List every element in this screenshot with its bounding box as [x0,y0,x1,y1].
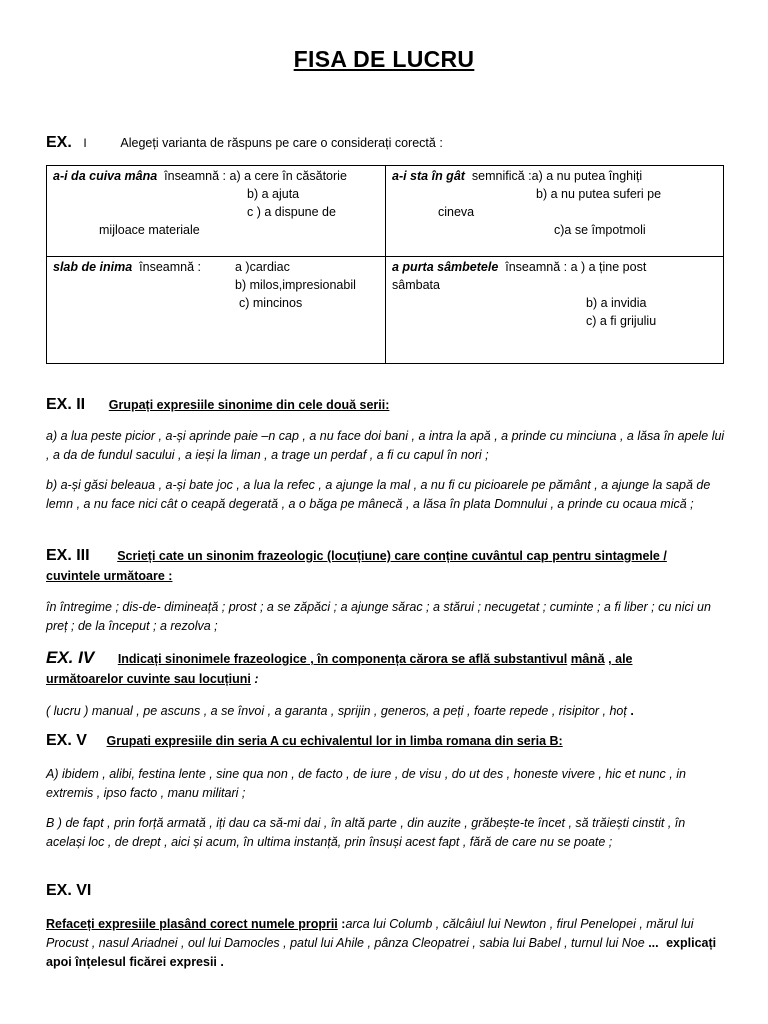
option-text: b) a ajuta [247,187,300,201]
exercise-4-keyword: mână [570,651,605,666]
cell-text: semnifică :a) a nu putea înghiți [471,169,643,183]
exercise-4-colon: : [254,672,259,686]
option-text: c ) a dispune de [247,205,336,219]
exercise-4-label: EX. IV [46,648,95,667]
exercise-6-header [46,882,91,900]
exercise-2-instruction: Grupați expresiile sinonime din cele două serii: [108,398,390,412]
option-text: a )cardiac [235,260,290,274]
term-label: a-i sta în gât [392,169,465,183]
cell-text: înseamnă : a ) a ține post [505,260,647,274]
exercise-6-instruction: Refaceți expresiile plasând corect numele proprii [46,917,338,931]
exercise-6-colon: : [341,917,346,931]
cell-text: înseamnă : a) a cere în căsătorie [164,169,347,183]
table-cell [386,166,724,257]
exercise-2-label: EX. II [46,396,86,413]
exercise-1-label: EX. [46,134,72,151]
exercise-2-header [46,396,389,414]
table-cell [386,257,724,364]
exercise-4-items [46,702,726,721]
page-title: FISA DE LUCRU [293,46,475,72]
exercise-3-header [46,546,726,586]
exercise-3-label: EX. III [46,547,90,564]
option-text: sâmbata [392,278,440,292]
option-text: b) milos,impresionabil [235,278,356,292]
option-text: b) a invidia [586,296,647,310]
term-label: a purta sâmbetele [392,260,499,274]
exercise-4-list: ( lucru ) manual , pe ascuns , a se învoi , a garanta , sprijin , generos, a peți , foarte repede , risipitor , hoț [46,704,627,718]
option-text: c)a se împotmoli [554,223,646,237]
option-text: c) a fi grijuliu [586,314,657,328]
exercise-6-list: arca lui Columb , călcâiul lui Newton , firul Penelopei , mărul lui Procust , nasul Ariadnei , oul lui Damocles , patul lui Ahile , pânza Cleopatrei , sabia lui Babel , turnul lui Noe [46,917,694,950]
exercise-3-instruction-cont: pentru sintagmele / [552,549,667,563]
exercise-1-table [46,165,724,364]
table-cell [47,257,386,364]
exercise-2-series-a: a) a lua peste picior , a-și aprinde paie –n cap , a nu face doi bani , a intra la apă , a prinde cu minciuna , a lăsa în apele lui , a da de fundul sacului , a ieși la liman , a trage un perdaf , a fi cu capul în nori ; [46,429,725,462]
option-text: cineva [438,205,475,219]
exercise-3-instruction-line2: cuvintele următoare : [46,569,173,583]
term-label: a-i da cuiva mâna [53,169,158,183]
exercise-6-text [46,915,726,972]
exercise-1-header [46,134,443,152]
exercise-6-ellipsis: ... [648,936,659,950]
exercise-4-instruction: Indicați sinonimele frazeologice , în componența cărora se află substantivul [117,652,568,666]
exercise-3-instruction: Scrieți cate un sinonim frazeologic (locuțiune) care conține cuvântul [117,549,523,563]
cell-text: înseamnă : [139,260,201,274]
exercise-4-end: . [630,704,634,718]
exercise-6-tail: explicați apoi înțelesul ficărei expresii . [46,936,717,969]
exercise-4-instruction-cont: , ale [608,652,633,666]
exercise-4-instruction-line2: următoarelor cuvinte sau locuțiuni [46,672,251,686]
exercise-3-keyword: cap [526,548,549,563]
exercise-5-header [46,732,563,750]
exercise-5-series-b: B ) de fapt , prin forță armată , iți dau ca să-mi dai , în altă parte , din auzite , grăbește-te încet , să trăiești cinstit , în același loc , de drept , aici și acum, în ultima instanță, prin însuși acest fapt , fără de care nu se poate ; [46,816,686,849]
exercise-5-instruction: Grupati expresiile din seria A cu echivalentul lor in limba romana din seria B: [106,734,563,748]
exercise-4-header [46,648,726,689]
exercise-1-number: I [83,136,87,150]
exercise-5-series-a: A) ibidem , alibi, festina lente , sine qua non , de facto , de iure , de visu , do ut des , honeste vivere , hic et nunc , in extremis , ipso facto , manu militari ; [46,767,686,800]
exercise-6-label: EX. VI [46,882,92,899]
option-text: mijloace materiale [99,223,200,237]
exercise-3-items: în întregime ; dis-de- dimineață ; prost ; a se zăpăci ; a ajunge sărac ; a stărui ; necugetat ; cuminte ; a fi liber ; cu nici un preț ; de la început ; a rezolva ; [46,600,711,633]
option-text: b) a nu putea suferi pe [536,187,662,201]
option-text: c) mincinos [239,296,303,310]
term-label: slab de inima [53,260,133,274]
exercise-2-series-b: b) a-și găsi beleaua , a-și bate joc , a lua la refec , a ajunge la mal , a nu fi cu picioarele pe pământ , a ajunge la sapă de lemn , a nu face nici cât o ceapă degerată , a o băga pe mânecă , a lăsa în plata Domnului , a prinde cu ocaua mică ; [46,478,711,511]
exercise-1-instruction: Alegeți varianta de răspuns pe care o considerați corectă : [120,136,443,150]
exercise-5-label: EX. V [46,732,87,749]
table-cell [47,166,386,257]
